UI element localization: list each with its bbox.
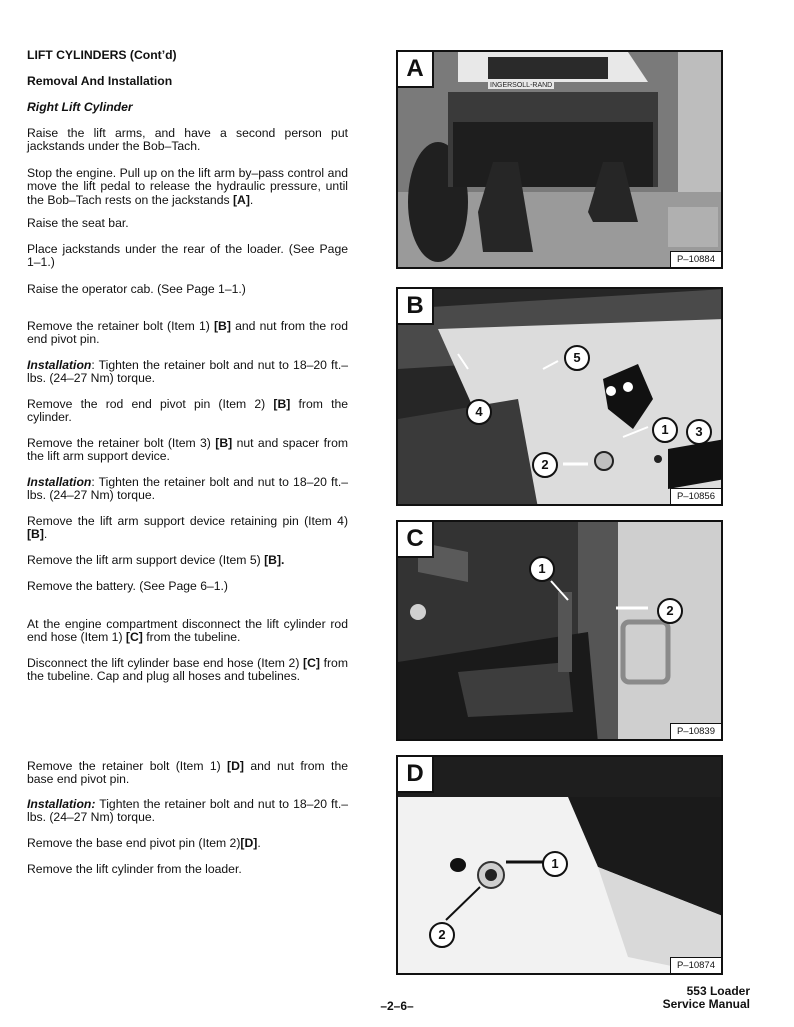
callout-1: 1 bbox=[542, 851, 568, 877]
figure-b-photo bbox=[398, 289, 723, 506]
figure-d-letter: D bbox=[398, 757, 434, 793]
figure-c-letter: C bbox=[398, 522, 434, 558]
figure-a-brand: INGERSOLL-RAND bbox=[490, 82, 553, 89]
footer-manual: Service Manual bbox=[662, 996, 750, 1011]
step-paragraph: Installation: Tighten the retainer bolt and nut to 18–20 ft.–lbs. (24–27 Nm) torque. bbox=[27, 797, 348, 825]
step-paragraph: Installation: Tighten the retainer bolt and nut to 18–20 ft.–lbs. (24–27 Nm) torque. bbox=[27, 475, 348, 503]
figure-d-code: P–10874 bbox=[670, 957, 721, 973]
step-paragraph: Remove the lift arm support device (Item 5) [B]. bbox=[27, 553, 285, 567]
step-paragraph: Installation: Tighten the retainer bolt and nut to 18–20 ft.–lbs. (24–27 Nm) torque. bbox=[27, 358, 348, 386]
figure-c bbox=[396, 520, 723, 741]
callout-2: 2 bbox=[532, 452, 558, 478]
step-paragraph: Raise the lift arms, and have a second person put jackstands under the Bob–Tach. bbox=[27, 126, 348, 154]
step-paragraph: Remove the battery. (See Page 6–1.) bbox=[27, 579, 228, 593]
section-heading: LIFT CYLINDERS (Cont’d) bbox=[27, 48, 177, 62]
figure-b-code: P–10856 bbox=[670, 488, 721, 504]
callout-1: 1 bbox=[529, 556, 555, 582]
step-paragraph: Remove the retainer bolt (Item 1) [B] and nut from the rod end pivot pin. bbox=[27, 319, 348, 347]
step-paragraph: Place jackstands under the rear of the loader. (See Page 1–1.) bbox=[27, 242, 348, 270]
step-paragraph: Raise the seat bar. bbox=[27, 216, 129, 230]
step-paragraph: Disconnect the lift cylinder base end hose (Item 2) [C] from the tubeline. Cap and plug all hoses and tubelines. bbox=[27, 656, 348, 684]
subsubheading: Right Lift Cylinder bbox=[27, 100, 133, 114]
subheading: Removal And Installation bbox=[27, 74, 173, 88]
step-paragraph: Remove the retainer bolt (Item 3) [B] nut and spacer from the lift arm support device. bbox=[27, 436, 348, 464]
page-number: –2–6– bbox=[380, 999, 414, 1013]
figure-b-letter: B bbox=[398, 289, 434, 325]
figure-a bbox=[396, 50, 723, 269]
callout-2: 2 bbox=[429, 922, 455, 948]
step-paragraph: Stop the engine. Pull up on the lift arm by–pass control and move the lift pedal to release the hydraulic pressure, until the Bob–Tach rests on the jackstands [A]. bbox=[27, 166, 348, 207]
figure-a-letter: A bbox=[398, 52, 434, 88]
callout-3: 3 bbox=[686, 419, 712, 445]
step-paragraph: Raise the operator cab. (See Page 1–1.) bbox=[27, 282, 246, 296]
callout-4: 4 bbox=[466, 399, 492, 425]
step-paragraph: At the engine compartment disconnect the lift cylinder rod end hose (Item 1) [C] from the tubeline. bbox=[27, 617, 348, 645]
figure-c-code: P–10839 bbox=[670, 723, 721, 739]
figure-a-photo bbox=[398, 52, 723, 269]
figure-b bbox=[396, 287, 723, 506]
callout-1: 1 bbox=[652, 417, 678, 443]
step-paragraph: Remove the lift cylinder from the loader. bbox=[27, 862, 242, 876]
callout-5: 5 bbox=[564, 345, 590, 371]
callout-2: 2 bbox=[657, 598, 683, 624]
step-paragraph: Remove the lift arm support device retaining pin (Item 4) [B]. bbox=[27, 514, 348, 542]
step-paragraph: Remove the retainer bolt (Item 1) [D] and nut from the base end pivot pin. bbox=[27, 759, 348, 787]
step-paragraph: Remove the base end pivot pin (Item 2)[D]. bbox=[27, 836, 261, 850]
step-paragraph: Remove the rod end pivot pin (Item 2) [B] from the cylinder. bbox=[27, 397, 349, 425]
figure-a-code: P–10884 bbox=[670, 251, 721, 267]
figure-d bbox=[396, 755, 723, 975]
footer-model: 553 Loader bbox=[686, 984, 750, 998]
figure-c-photo bbox=[398, 522, 723, 741]
